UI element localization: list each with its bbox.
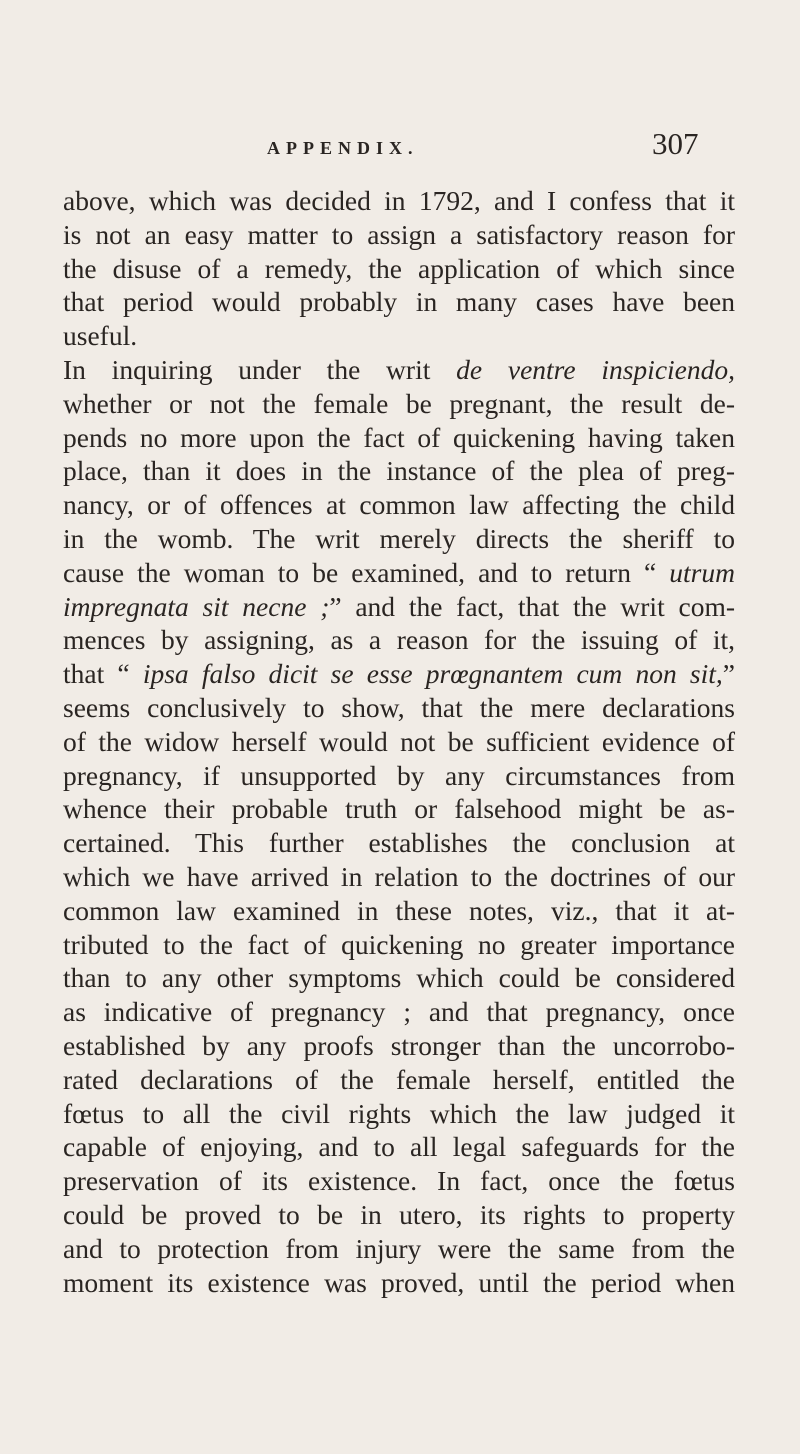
page-number: 307 <box>652 126 699 161</box>
text-line: mences by assigning, as a reason for the issuing of it, <box>63 624 735 656</box>
text-line: which we have arrived in relation to the doctrines of our <box>63 860 735 892</box>
text-line: In inquiring under the writ de ventre inspiciendo, <box>63 353 735 385</box>
text-line: and to protection from injury were the same from the <box>63 1232 735 1264</box>
text-line: in the womb. The writ merely directs the sheriff to <box>63 522 735 554</box>
text-line: seems conclusively to show, that the mere declarations <box>63 691 735 723</box>
text-line: pregnancy, if unsupported by any circumstances from <box>63 759 735 791</box>
text-line: tributed to the fact of quickening no greater importance <box>63 928 735 960</box>
text-line: certained. This further establishes the conclusion at <box>63 827 735 859</box>
text-line: as indicative of pregnancy ; and that pregnancy, once <box>63 996 735 1028</box>
text-line: impregnata sit necne ;” and the fact, that the writ com- <box>63 590 735 622</box>
text-line: nancy, or of offences at common law affecting the child <box>63 489 735 521</box>
text-line: established by any proofs stronger than the uncorrobo- <box>63 1029 735 1061</box>
text-line: is not an easy matter to assign a satisfactory reason for <box>63 218 735 250</box>
text-line: capable of enjoying, and to all legal safeguards for the <box>63 1131 735 1163</box>
text-line: rated declarations of the female herself, entitled the <box>63 1063 735 1095</box>
body-text <box>63 184 735 1299</box>
text-line: cause the woman to be examined, and to return “ utrum <box>63 556 735 588</box>
text-line: of the widow herself would not be sufficient evidence of <box>63 725 735 757</box>
text-line: fœtus to all the civil rights which the law judged it <box>63 1097 735 1129</box>
text-line: pends no more upon the fact of quickening having taken <box>63 421 735 453</box>
text-line: than to any other symptoms which could be considered <box>63 962 735 994</box>
running-head: APPENDIX. <box>267 138 419 158</box>
text-line: above, which was decided in 1792, and I confess that it <box>63 185 735 216</box>
text-line: that period would probably in many cases have been <box>63 286 735 318</box>
text-line: useful. <box>63 320 138 352</box>
text-line: that “ ipsa falso dicit se esse prœgnantem cum non sit,” <box>63 658 735 690</box>
text-line: whether or not the female be pregnant, the result de- <box>63 387 735 419</box>
text-line: moment its existence was proved, until the period when <box>63 1266 735 1298</box>
text-line: the disuse of a remedy, the application of which since <box>63 252 735 284</box>
text-line: common law examined in these notes, viz., that it at- <box>63 894 735 926</box>
text-line: place, than it does in the instance of the plea of preg- <box>63 455 735 487</box>
text-line: whence their probable truth or falsehood might be as- <box>63 793 735 825</box>
text-line: preservation of its existence. In fact, once the fœtus <box>63 1165 735 1197</box>
text-line: could be proved to be in utero, its rights to property <box>63 1198 735 1230</box>
